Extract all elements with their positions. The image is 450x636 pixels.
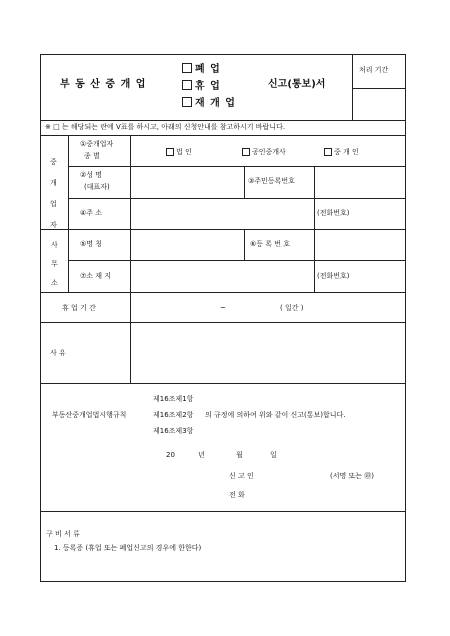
instruction-text: ※ □ 는 해당되는 란에 V표를 하시고, 아래의 신청안내를 참고하시기 바랍니다. bbox=[45, 123, 286, 131]
row-line-8 bbox=[40, 511, 406, 512]
form-frame bbox=[40, 54, 406, 582]
checkbox-broker[interactable] bbox=[324, 148, 332, 156]
label-col-divider bbox=[130, 135, 131, 383]
date-year: 년 bbox=[198, 451, 205, 459]
broker-type-label: ①중개업자 bbox=[80, 140, 114, 148]
phone-label: 전 화 bbox=[229, 491, 245, 499]
reg-col-left bbox=[244, 229, 245, 260]
form-title: 부 동 산 중 개 업 bbox=[60, 79, 147, 90]
row-line-5 bbox=[40, 292, 406, 293]
date-day: 일 bbox=[270, 451, 277, 459]
row-line-1 bbox=[68, 166, 406, 167]
checkbox-reopen[interactable] bbox=[182, 97, 192, 107]
header-bottom-line bbox=[40, 120, 406, 121]
option-reopen[interactable]: 재 개 업 bbox=[182, 97, 236, 109]
office-location-label: ⑦소 재 지 bbox=[80, 272, 112, 280]
law-name: 부동산중개업법시행규칙 bbox=[52, 411, 127, 419]
processing-divider bbox=[352, 54, 353, 120]
period-dash: ~ bbox=[220, 304, 226, 312]
name-label-sub: (대표자) bbox=[84, 183, 110, 191]
date-year-prefix: 20 bbox=[166, 451, 175, 459]
section-col-divider bbox=[68, 135, 69, 292]
type-option-corp[interactable]: 법 인 bbox=[166, 148, 192, 156]
office-reg-label: ⑥등 록 번 호 bbox=[250, 240, 290, 248]
documents-item-1: 1. 등록증 (휴업 또는 폐업신고의 경우에 한한다) bbox=[54, 544, 202, 552]
broker-section-label: 중 개 업 자 bbox=[50, 158, 57, 229]
signature-label: (서명 또는 ㊞) bbox=[330, 472, 374, 480]
period-label: 휴 업 기 간 bbox=[62, 304, 96, 312]
address-phone-divider bbox=[314, 198, 315, 229]
processing-label: 처리 기간 bbox=[359, 66, 389, 74]
name-label: ②성 명 bbox=[80, 171, 103, 179]
form-subtitle: 신고(통보)서 bbox=[268, 79, 326, 90]
office-phone-label: (전화번호) bbox=[317, 272, 350, 280]
option-closure[interactable]: 폐 업 bbox=[182, 63, 221, 75]
documents-title: 구 비 서 류 bbox=[46, 530, 80, 538]
office-section-label: 사 무 소 bbox=[51, 241, 58, 287]
reason-label: 사 유 bbox=[50, 349, 66, 357]
row-line-2 bbox=[68, 198, 406, 199]
instruction-line bbox=[40, 135, 406, 136]
address-label: ④주 소 bbox=[80, 209, 103, 217]
article-3: 제16조제3항 bbox=[153, 427, 194, 435]
reg-col-right bbox=[314, 229, 315, 260]
type-option-broker[interactable]: 중 개 인 bbox=[324, 148, 359, 156]
broker-type-sub: 종 별 bbox=[84, 152, 100, 160]
rrn-col-left bbox=[244, 166, 245, 198]
location-phone-divider bbox=[314, 260, 315, 292]
row-line-7 bbox=[40, 383, 406, 384]
office-name-label: ⑤명 칭 bbox=[80, 240, 103, 248]
reporter-label: 신 고 인 bbox=[229, 472, 254, 480]
rrn-label: ③주민등록번호 bbox=[248, 177, 295, 185]
option-suspension[interactable]: 휴 업 bbox=[182, 80, 221, 92]
type-option-agent[interactable]: 공인중개사 bbox=[242, 148, 286, 156]
date-month: 월 bbox=[236, 451, 243, 459]
checkbox-agent[interactable] bbox=[242, 148, 250, 156]
row-line-4 bbox=[68, 260, 406, 261]
checkbox-suspension[interactable] bbox=[182, 80, 192, 90]
address-phone-label: (전화번호) bbox=[317, 209, 350, 217]
row-line-3 bbox=[40, 229, 406, 230]
declaration-statement: 의 규정에 의하여 위와 같이 신고(통보)합니다. bbox=[205, 411, 346, 419]
period-days: ( 일간 ) bbox=[280, 304, 304, 312]
checkbox-closure[interactable] bbox=[182, 63, 192, 73]
row-line-6 bbox=[40, 322, 406, 323]
processing-split bbox=[352, 88, 406, 89]
article-1: 제16조제1항 bbox=[153, 395, 194, 403]
rrn-col-right bbox=[314, 166, 315, 198]
checkbox-corp[interactable] bbox=[166, 148, 174, 156]
article-2: 제16조제2항 bbox=[153, 411, 194, 419]
